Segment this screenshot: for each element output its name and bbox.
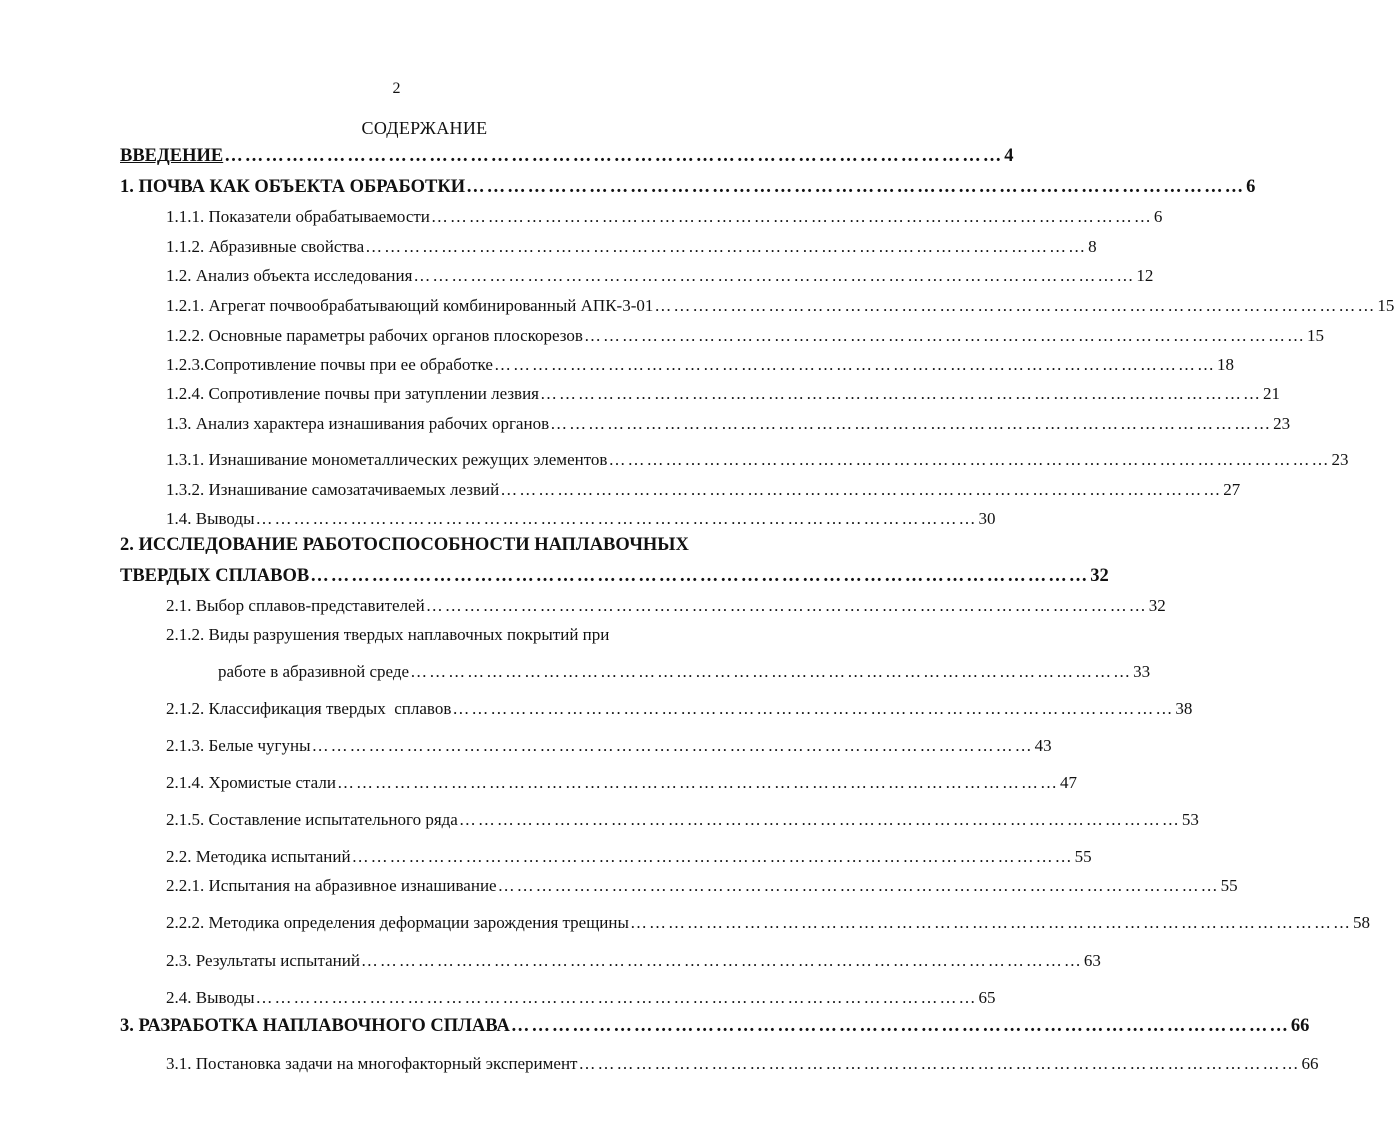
toc-entry-page: 32 <box>1090 566 1109 586</box>
toc-entry-title: 3. РАЗРАБОТКА НАПЛАВОЧНОГО СПЛАВА <box>120 1016 510 1036</box>
toc-entry-page: 18 <box>1216 355 1234 374</box>
toc-entry-title: 2.2. Методика испытаний <box>166 847 351 866</box>
toc-entry-page: 32 <box>1148 596 1166 615</box>
toc-entry-page: 6 <box>1246 177 1256 197</box>
toc-leader-dots: …………………………………………………………………………………………………… <box>452 699 1175 718</box>
toc-entry-title: 1.3.1. Изнашивание монометаллических режущих элементов <box>166 450 608 469</box>
toc-entry-title: 1.4. Выводы <box>166 509 255 528</box>
toc-entry-page: 66 <box>1290 1016 1310 1036</box>
toc-entry-page: 33 <box>1133 662 1151 681</box>
toc-entry <box>166 414 1291 434</box>
toc-entry-title: 2.1.4. Хромистые стали <box>166 773 336 792</box>
toc-entry <box>166 596 1166 616</box>
toc-entry-page: 21 <box>1263 384 1281 403</box>
toc-entry-page: 6 <box>1153 207 1163 226</box>
toc-entry <box>166 847 1092 867</box>
toc-entry-title: 2.1.5. Составление испытательного ряда <box>166 810 458 829</box>
toc-leader-dots: …………………………………………………………………………………………………… <box>311 736 1034 755</box>
toc-entry-title: 3.1. Постановка задачи на многофакторный эксперимент <box>166 1054 578 1073</box>
toc-entry <box>166 384 1281 404</box>
toc-entry-title: 1.2.4. Сопротивление почвы при затуплении лезвия <box>166 384 540 403</box>
toc-leader-dots: …………………………………………………………………………………………………… <box>360 951 1083 970</box>
toc-leader-dots: …………………………………………………………………………………………………… <box>510 1016 1290 1036</box>
toc-entry-page: 8 <box>1088 237 1097 256</box>
toc-leader-dots: …………………………………………………………………………………………………… <box>629 913 1352 932</box>
toc-leader-dots: …………………………………………………………………………………………………… <box>224 146 1004 166</box>
toc-entry-page: 65 <box>978 988 996 1007</box>
toc-entry-chapter-3 <box>120 1016 1310 1037</box>
toc-leader-dots: …………………………………………………………………………………………………… <box>466 177 1246 197</box>
toc-entry-page: 15 <box>1306 326 1324 345</box>
toc-leader-dots: …………………………………………………………………………………………………… <box>608 450 1331 469</box>
toc-leader-dots: …………………………………………………………………………………………………… <box>351 847 1074 866</box>
toc-entry <box>166 480 1241 500</box>
toc-entry-title: ВВЕДЕНИЕ <box>120 146 224 166</box>
toc-entry-page: 15 <box>1377 296 1394 315</box>
toc-entry <box>166 876 1238 896</box>
toc-entry-page: 63 <box>1083 951 1101 970</box>
toc-entry-line-2 <box>218 662 1151 682</box>
toc-entry-page: 53 <box>1181 810 1199 829</box>
toc-leader-dots: …………………………………………………………………………………………………… <box>255 509 978 528</box>
toc-entry <box>166 237 1097 257</box>
toc-leader-dots: …………………………………………………………………………………………………… <box>550 414 1273 433</box>
toc-entry <box>166 951 1101 971</box>
toc-entry-page: 66 <box>1301 1054 1319 1073</box>
toc-entry <box>166 699 1193 719</box>
page-number: 2 <box>392 80 401 97</box>
toc-entry-title: 1.2.1. Агрегат почвообрабатывающий комбинированный АПК-3-01 <box>166 296 654 315</box>
toc-entry <box>166 326 1324 346</box>
toc-entry <box>166 266 1154 286</box>
toc-entry-chapter-2-line-1: 2. ИССЛЕДОВАНИЕ РАБОТОСПОСОБНОСТИ НАПЛАВОЧНЫХ <box>120 535 689 555</box>
toc-entry-title: ТВЕРДЫХ СПЛАВОВ <box>120 566 310 586</box>
toc-entry-page: 55 <box>1220 876 1238 895</box>
toc-entry <box>166 207 1163 227</box>
toc-entry-page: 27 <box>1223 480 1241 499</box>
toc-entry-page: 38 <box>1175 699 1193 718</box>
toc-leader-dots: …………………………………………………………………………………………………… <box>654 296 1377 315</box>
toc-entry <box>166 296 1394 316</box>
toc-entry <box>166 773 1077 793</box>
toc-entry-title: 1.3. Анализ характера изнашивания рабочих органов <box>166 414 550 433</box>
toc-entry <box>166 736 1052 756</box>
page-title: СОДЕРЖАНИЕ <box>361 118 488 138</box>
toc-entry-page: 55 <box>1074 847 1092 866</box>
toc-entry <box>166 1054 1319 1074</box>
toc-entry-chapter-2-line-2 <box>120 566 1109 587</box>
toc-entry-title: работе в абразивной среде <box>218 662 410 681</box>
toc-entry-page: 23 <box>1331 450 1349 469</box>
toc-entry <box>166 509 996 529</box>
toc-entry-title: 2.2.2. Методика определения деформации зарождения трещины <box>166 913 629 932</box>
toc-leader-dots: …………………………………………………………………………………………………… <box>500 480 1223 499</box>
toc-entry-title: 1.1.1. Показатели обрабатываемости <box>166 207 430 226</box>
toc-entry-page: 58 <box>1352 913 1370 932</box>
toc-entry-title: 1. ПОЧВА КАК ОБЪЕКТА ОБРАБОТКИ <box>120 177 466 197</box>
toc-entry-page: 12 <box>1136 266 1154 285</box>
toc-entry-page: 30 <box>978 509 996 528</box>
toc-entry-introduction <box>120 146 1014 167</box>
toc-entry-title: 2.4. Выводы <box>166 988 255 1007</box>
toc-entry <box>166 913 1370 933</box>
toc-leader-dots: …………………………………………………………………………………………………… <box>458 810 1181 829</box>
toc-leader-dots: …………………………………………………………………………………………………… <box>540 384 1263 403</box>
toc-entry-title: 2.3. Результаты испытаний <box>166 951 360 970</box>
toc-entry-title: 2.2.1. Испытания на абразивное изнашивание <box>166 876 497 895</box>
toc-entry <box>166 355 1234 375</box>
toc-entry-title: 2.1.3. Белые чугуны <box>166 736 311 755</box>
toc-leader-dots: …………………………………………………………………………………………………… <box>497 876 1220 895</box>
toc-entry-chapter-1 <box>120 177 1256 198</box>
toc-entry-page: 4 <box>1004 146 1014 166</box>
toc-entry-title: 1.2.3.Сопротивление почвы при ее обработке <box>166 355 493 374</box>
toc-entry <box>166 988 996 1008</box>
toc-entry <box>166 810 1199 830</box>
toc-entry-title: 1.2. Анализ объекта исследования <box>166 266 413 285</box>
toc-leader-dots: …………………………………………………………………………………………………… <box>583 326 1306 345</box>
toc-leader-dots: …………………………………………………………………………………………………… <box>336 773 1059 792</box>
toc-entry-page: 23 <box>1273 414 1291 433</box>
toc-entry-title: 1.1.2. Абразивные свойства <box>166 237 365 256</box>
toc-entry-title: 1.2.2. Основные параметры рабочих органов плоскорезов <box>166 326 583 345</box>
toc-entry <box>166 450 1349 470</box>
toc-entry-page: 43 <box>1034 736 1052 755</box>
toc-leader-dots: …………………………………………………………………………………………………… <box>310 566 1090 586</box>
toc-leader-dots: …………………………………………………………………………………………………… <box>255 988 978 1007</box>
toc-leader-dots: …………………………………………………………………………………………………… <box>365 237 1088 256</box>
toc-leader-dots: …………………………………………………………………………………………………… <box>425 596 1148 615</box>
toc-leader-dots: …………………………………………………………………………………………………… <box>578 1054 1301 1073</box>
toc-leader-dots: …………………………………………………………………………………………………… <box>413 266 1136 285</box>
toc-leader-dots: …………………………………………………………………………………………………… <box>430 207 1153 226</box>
toc-entry-line-1: 2.1.2. Виды разрушения твердых наплавочных покрытий при <box>166 625 610 644</box>
toc-entry-title: 2.1. Выбор сплавов-представителей <box>166 596 425 615</box>
toc-leader-dots: …………………………………………………………………………………………………… <box>493 355 1216 374</box>
toc-entry-title: 2.1.2. Классификация твердых сплавов <box>166 699 452 718</box>
toc-entry-page: 47 <box>1059 773 1077 792</box>
toc-entry-title: 1.3.2. Изнашивание самозатачиваемых лезвий <box>166 480 500 499</box>
toc-leader-dots: …………………………………………………………………………………………………… <box>410 662 1133 681</box>
